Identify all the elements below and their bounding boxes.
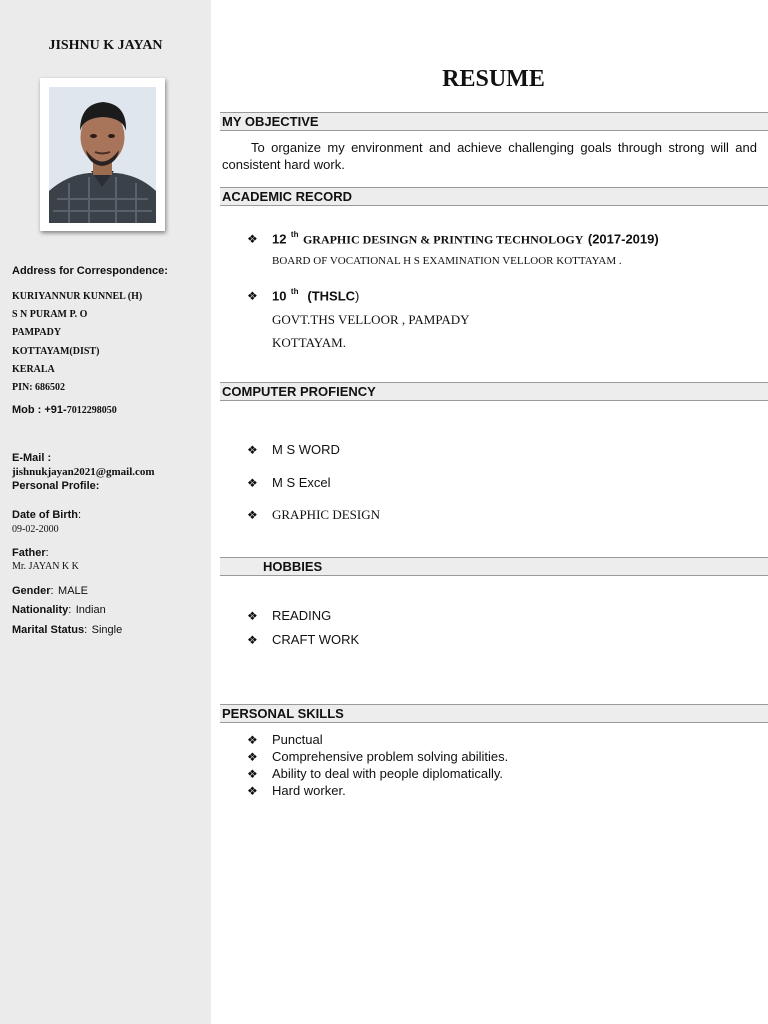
objective-text: To organize my environment and achieve challenging goals through strong will and consistent hard work. bbox=[222, 140, 757, 172]
section-bar-academic bbox=[220, 187, 768, 206]
computer-skill-item: M S Excel bbox=[272, 475, 331, 490]
nationality-value: Indian bbox=[75, 604, 106, 616]
section-bar-hobbies bbox=[220, 557, 768, 576]
profile-photo-frame bbox=[40, 78, 165, 231]
hobby-item: READING bbox=[272, 608, 332, 623]
mobile-value: 7012298050 bbox=[66, 405, 117, 416]
colon: : bbox=[84, 624, 88, 636]
diamond-bullet-icon: ❖ bbox=[247, 633, 258, 647]
colon: : bbox=[50, 585, 54, 597]
personal-skill-item: Comprehensive problem solving abilities. bbox=[272, 749, 509, 764]
address-heading: Address for Correspondence: bbox=[12, 265, 168, 277]
computer-skill-item: M S WORD bbox=[272, 442, 340, 457]
personal-skill-item: Ability to deal with people diplomatically. bbox=[272, 766, 503, 781]
colon: : bbox=[45, 547, 49, 559]
email-label: E-Mail : bbox=[12, 452, 52, 464]
diamond-bullet-icon: ❖ bbox=[247, 289, 258, 303]
section-heading: MY OBJECTIVE bbox=[222, 114, 319, 129]
mobile-label: Mob : +91- bbox=[12, 404, 67, 416]
marital-row bbox=[12, 620, 122, 638]
dob-label: Date of Birth bbox=[12, 509, 78, 521]
personal-profile-heading: Personal Profile: bbox=[12, 480, 100, 492]
profile-photo bbox=[49, 87, 156, 223]
father-value: Mr. JAYAN K K bbox=[12, 561, 79, 572]
academic-entry-title: 10 $^{th}$ (THSLC) bbox=[272, 287, 360, 304]
diamond-bullet-icon: ❖ bbox=[247, 476, 258, 490]
gender-value: MALE bbox=[58, 585, 88, 597]
section-bar-computer bbox=[220, 382, 768, 401]
resume-title: RESUME bbox=[442, 66, 545, 92]
main-content bbox=[211, 0, 768, 1024]
academic-entry-detail: BOARD OF VOCATIONAL H S EXAMINATION VELLOOR KOTTAYAM . bbox=[272, 255, 622, 267]
section-bar-objective bbox=[220, 112, 768, 131]
father-label: Father bbox=[12, 547, 46, 559]
sidebar bbox=[0, 0, 211, 1024]
section-heading: HOBBIES bbox=[263, 559, 323, 574]
marital-value: Single bbox=[91, 624, 123, 636]
marital-label: Marital Status bbox=[12, 624, 85, 636]
address-line: PAMPADY bbox=[12, 327, 62, 338]
computer-skill-item: GRAPHIC DESIGN bbox=[272, 507, 380, 522]
diamond-bullet-icon: ❖ bbox=[247, 733, 258, 747]
address-line: PIN: 686502 bbox=[12, 382, 66, 393]
diamond-bullet-icon: ❖ bbox=[247, 443, 258, 457]
diamond-bullet-icon: ❖ bbox=[247, 232, 258, 246]
section-heading: ACADEMIC RECORD bbox=[222, 189, 352, 204]
colon: : bbox=[78, 509, 82, 521]
address-line: KOTTAYAM(DIST) bbox=[12, 346, 100, 357]
dob-row bbox=[12, 505, 81, 523]
address-line: S N PURAM P. O bbox=[12, 309, 88, 320]
candidate-name: JISHNU K JAYAN bbox=[48, 38, 163, 53]
father-row bbox=[12, 543, 49, 561]
colon: : bbox=[68, 604, 72, 616]
nationality-label: Nationality bbox=[12, 604, 69, 616]
academic-entry-title: 12 $^{th}$ GRAPHIC DESINGN & PRINTING TECHNOLOGY (2017-2019) bbox=[272, 230, 659, 247]
address-line: KURIYANNUR KUNNEL (H) bbox=[12, 291, 143, 302]
section-heading: PERSONAL SKILLS bbox=[222, 706, 344, 721]
academic-entry-detail: KOTTAYAM. bbox=[272, 335, 346, 350]
diamond-bullet-icon: ❖ bbox=[247, 767, 258, 781]
email-value: jishnukjayan2021@gmail.com bbox=[12, 466, 155, 478]
address-line: KERALA bbox=[12, 364, 55, 375]
section-bar-skills bbox=[220, 704, 768, 723]
section-heading: COMPUTER PROFIENCY bbox=[222, 384, 376, 399]
gender-label: Gender bbox=[12, 585, 51, 597]
gender-row bbox=[12, 581, 88, 599]
diamond-bullet-icon: ❖ bbox=[247, 508, 258, 522]
dob-value: 09-02-2000 bbox=[12, 524, 59, 535]
personal-skill-item: Punctual bbox=[272, 732, 323, 747]
mobile-row bbox=[12, 400, 117, 418]
diamond-bullet-icon: ❖ bbox=[247, 784, 258, 798]
hobby-item: CRAFT WORK bbox=[272, 632, 360, 647]
diamond-bullet-icon: ❖ bbox=[247, 750, 258, 764]
nationality-row bbox=[12, 600, 106, 618]
personal-skill-item: Hard worker. bbox=[272, 783, 346, 798]
academic-entry-detail: GOVT.THS VELLOOR , PAMPADY bbox=[272, 312, 470, 327]
diamond-bullet-icon: ❖ bbox=[247, 609, 258, 623]
